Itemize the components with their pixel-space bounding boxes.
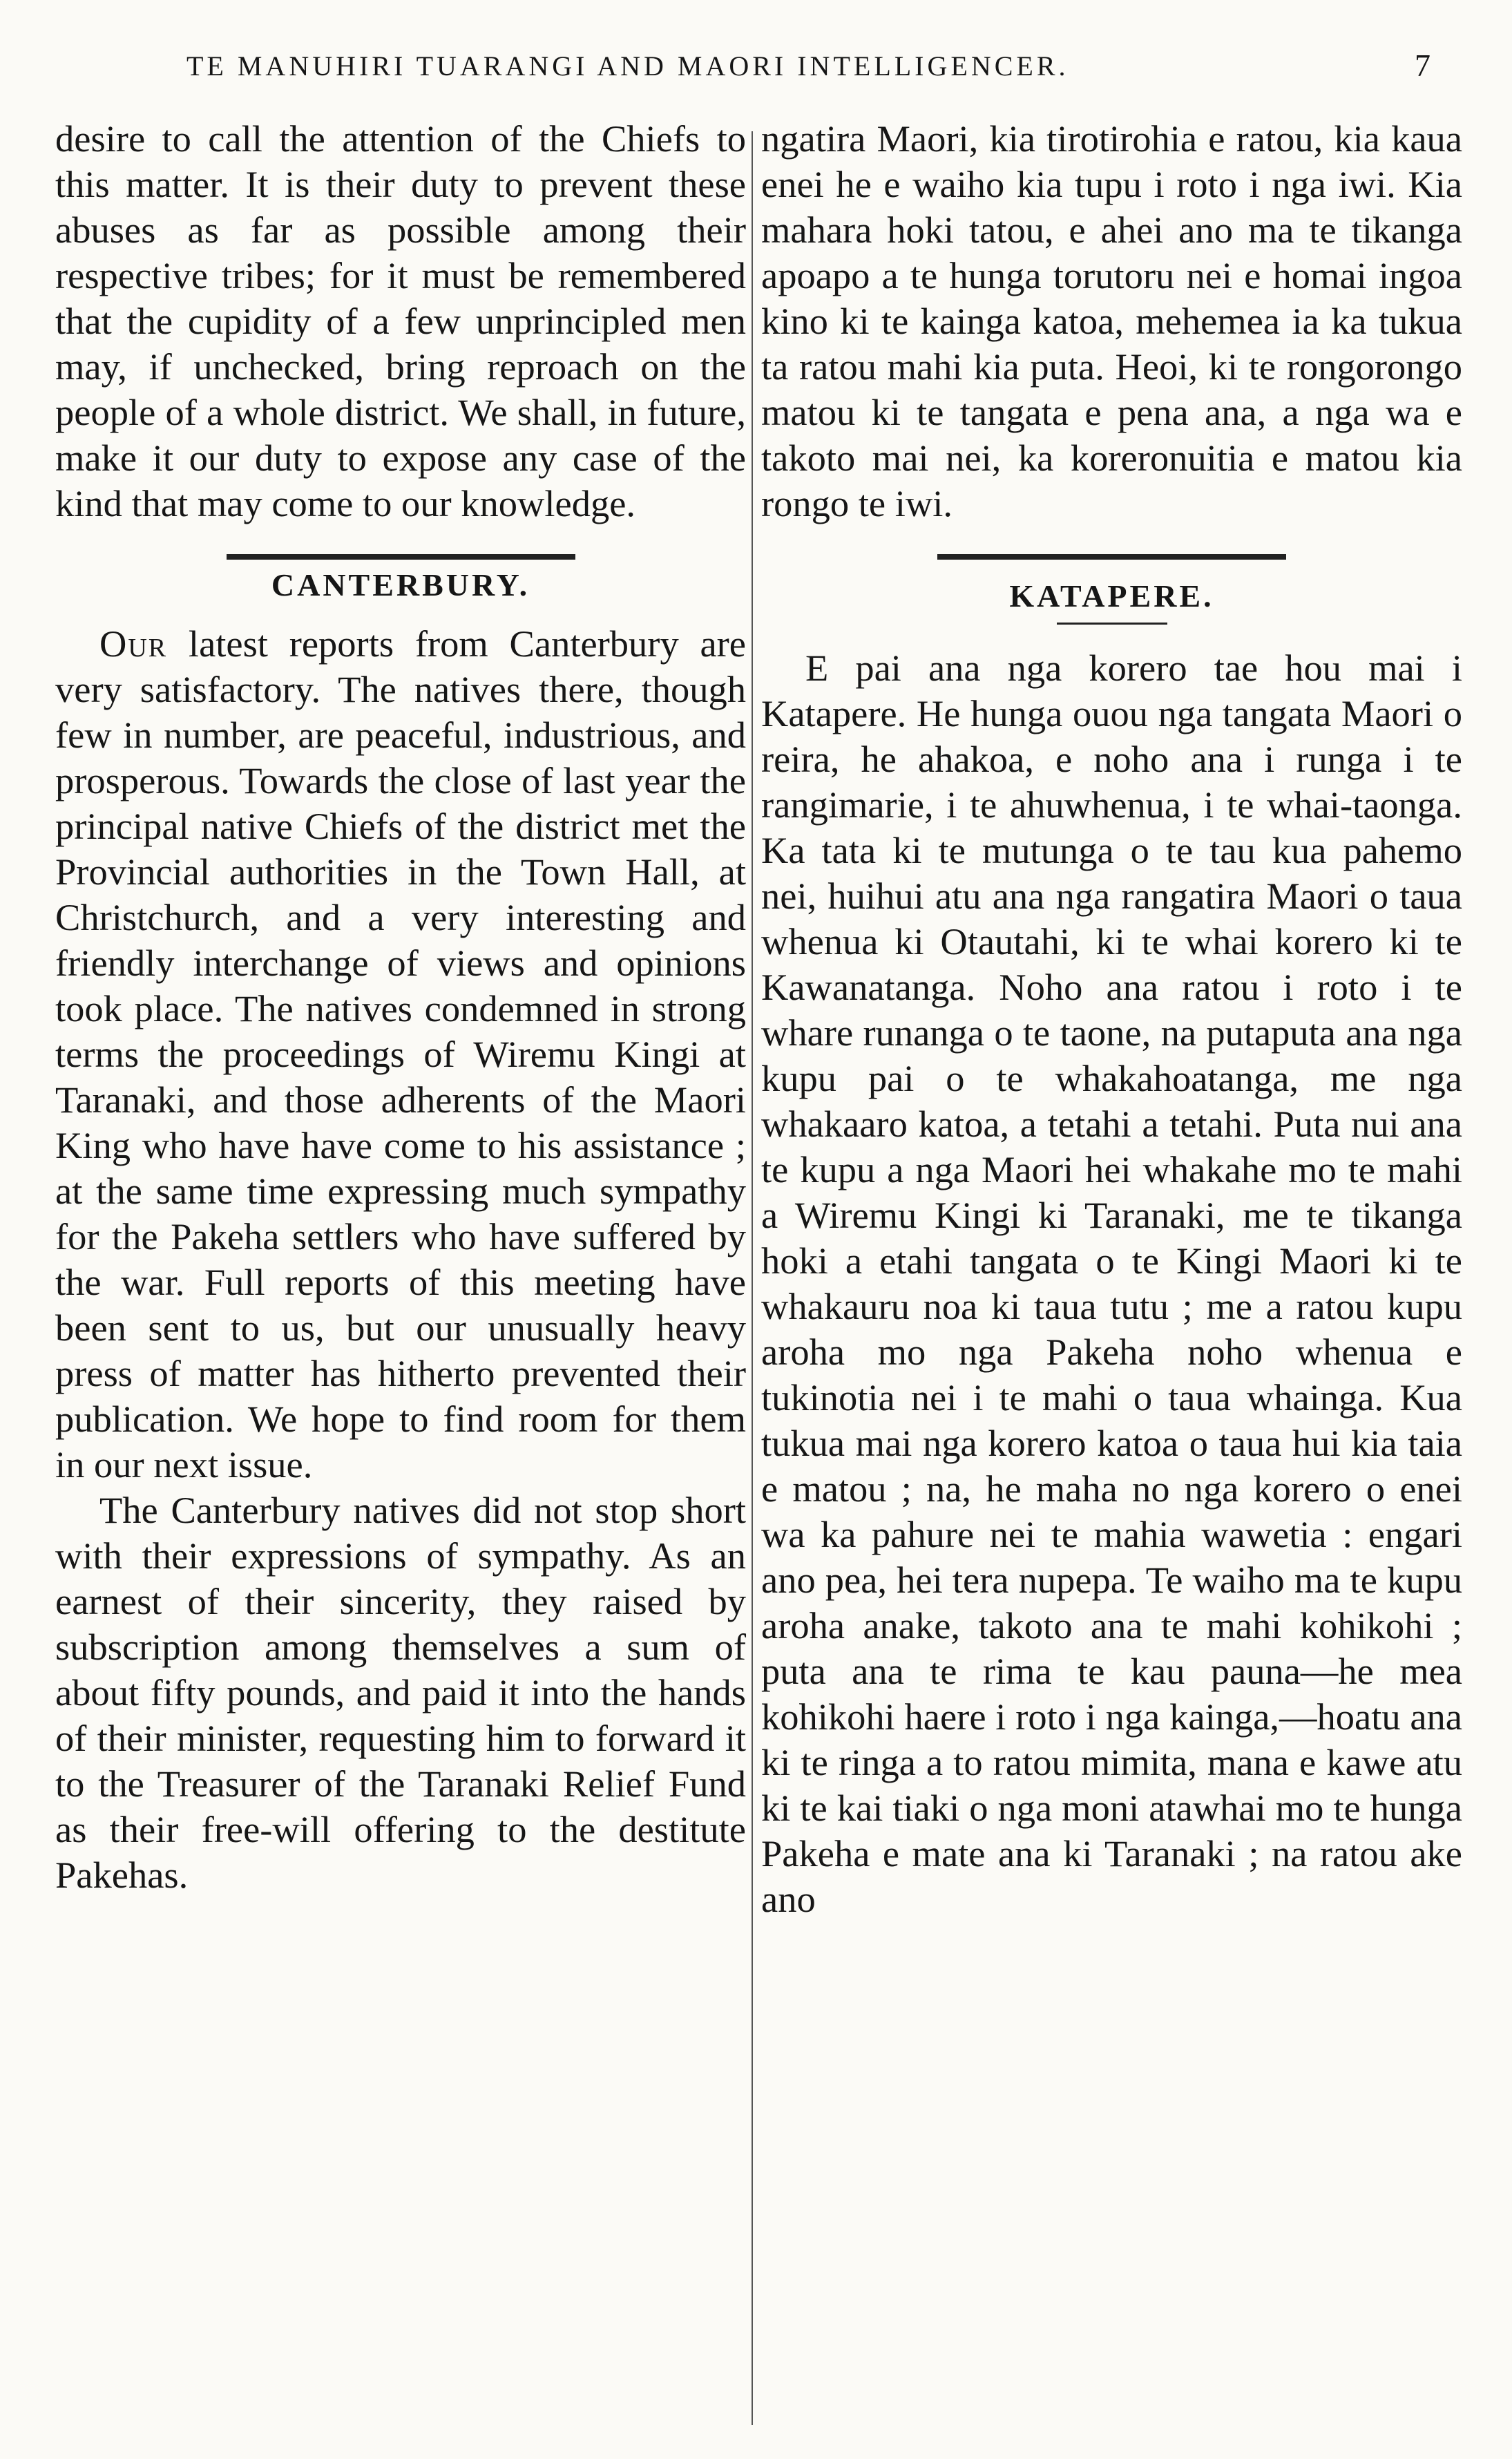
right-paragraph-1: E pai ana nga korero tae hou mai i Katapere. He hunga ouou nga tangata Maori o reira, he ahakoa, e noho ana i runga i te rangimarie, i te ahuwhenua, i te whai-taonga. Ka tata ki te mutunga o te tau kua pahemo nei, huihui atu ana nga rangatira Maori o taua whenua ki Otautahi, ki te whai korero ki te Kawanatanga. Noho ana ratou i roto i te whare runanga o te taone, na putaputa ana nga kupu pai o te whakahoatanga, me nga whakaaro katoa, a tetahi a tetahi. Puta nui ana te kupu a nga Maori hei whakahe mo te mahi a Wiremu Kingi ki Taranaki, me te tikanga hoki a etahi tangata o te Kingi Maori ki te whakauru noa ki taua tutu ; me a ratou kupu aroha mo nga Pakeha noho whenua e tukinotia nei i te mahi o taua whainga. Kua tukua mai nga korero katoa o taua hui kia taia e matou ; na, he maha no nga korero o enei wa ka pahure nei te mahia wawetia : engari ano pea, hei tera nupepa. Te waiho ma te kupu aroha anake, takoto ana te mahi kohikohi ; puta ana te rima te kau pauna—he mea kohikohi haere i roto i nga kainga,—hoatu ana ki te ringa a to ratou mimita, mana e kawe atu ki te kai tiaki o nga moni atawhai mo te hunga Pakeha e mate ana ki Taranaki ; na ratou ake ano: [761, 647, 1462, 1920]
left-section-rule: [227, 554, 575, 560]
left-paragraph-1-lead: Our: [99, 623, 168, 665]
right-section-rule: [937, 554, 1286, 560]
page-number: 7: [1415, 48, 1434, 83]
right-intro-paragraph: ngatira Maori, kia tirotirohia e ratou, kia kaua enei he e waiho kia tupu i roto i nga iwi. Kia mahara hoki tatou, e ahei ano ma te tikanga apoapo a te hunga torutoru nei e homai ingoa kino ki te kainga katoa, mehemea ia ka tukua ta ratou mahi kia puta. Heoi, ki te rongorongo matou ki te tangata e pena ana, a nga wa e takoto mai nei, ka koreronuitia e matou kia rongo te iwi.: [761, 117, 1462, 524]
left-column: [55, 116, 746, 1898]
right-section-heading: KATAPERE.: [1009, 578, 1214, 614]
page-header: [0, 50, 1512, 91]
column-divider: [752, 131, 753, 2425]
left-paragraph-1: [55, 621, 746, 1488]
left-intro-paragraph: desire to call the attention of the Chiefs to this matter. It is their duty to prevent these abuses as far as possible among their respective tribes; for it must be remembered that the cupidity of a few unprincipled men may, if unchecked, bring reproach on the people of a whole district. We shall, in future, make it our duty to expose any case of the kind that may come to our knowledge.: [55, 117, 746, 524]
left-paragraph-2: The Canterbury natives did not stop short with their expressions of sympathy. As an earnest of their sincerity, they raised by subscription among themselves a sum of about fifty pounds, and paid it into the hands of their minister, requesting him to forward it to the Treasurer of the Taranaki Relief Fund as their free-will offering to the destitute Pakehas.: [55, 1489, 746, 1896]
right-column: [761, 116, 1462, 1922]
left-section-heading: CANTERBURY.: [271, 567, 530, 602]
left-paragraph-1-body: latest reports from Canterbury are very satisfactory. The natives there, though few in number, are peaceful, industrious, and prosperous. Towards the close of last year the principal native Chiefs of the district met the Provincial authorities in the Town Hall, at Christchurch, and a very interesting and friendly interchange of views and opinions took place. The natives condemned in strong terms the proceedings of Wiremu Kingi at Taranaki, and those adherents of the Maori King who have have come to his assistance ; at the same time expressing much sympathy for the Pakeha settlers who have suffered by the war. Full reports of this meeting have been sent to us, but our unusually heavy press of matter has hitherto prevented their publication. We hope to find room for them in our next issue.: [55, 623, 746, 1485]
running-title: TE MANUHIRI TUARANGI AND MAORI INTELLIGENCER.: [186, 50, 1069, 82]
